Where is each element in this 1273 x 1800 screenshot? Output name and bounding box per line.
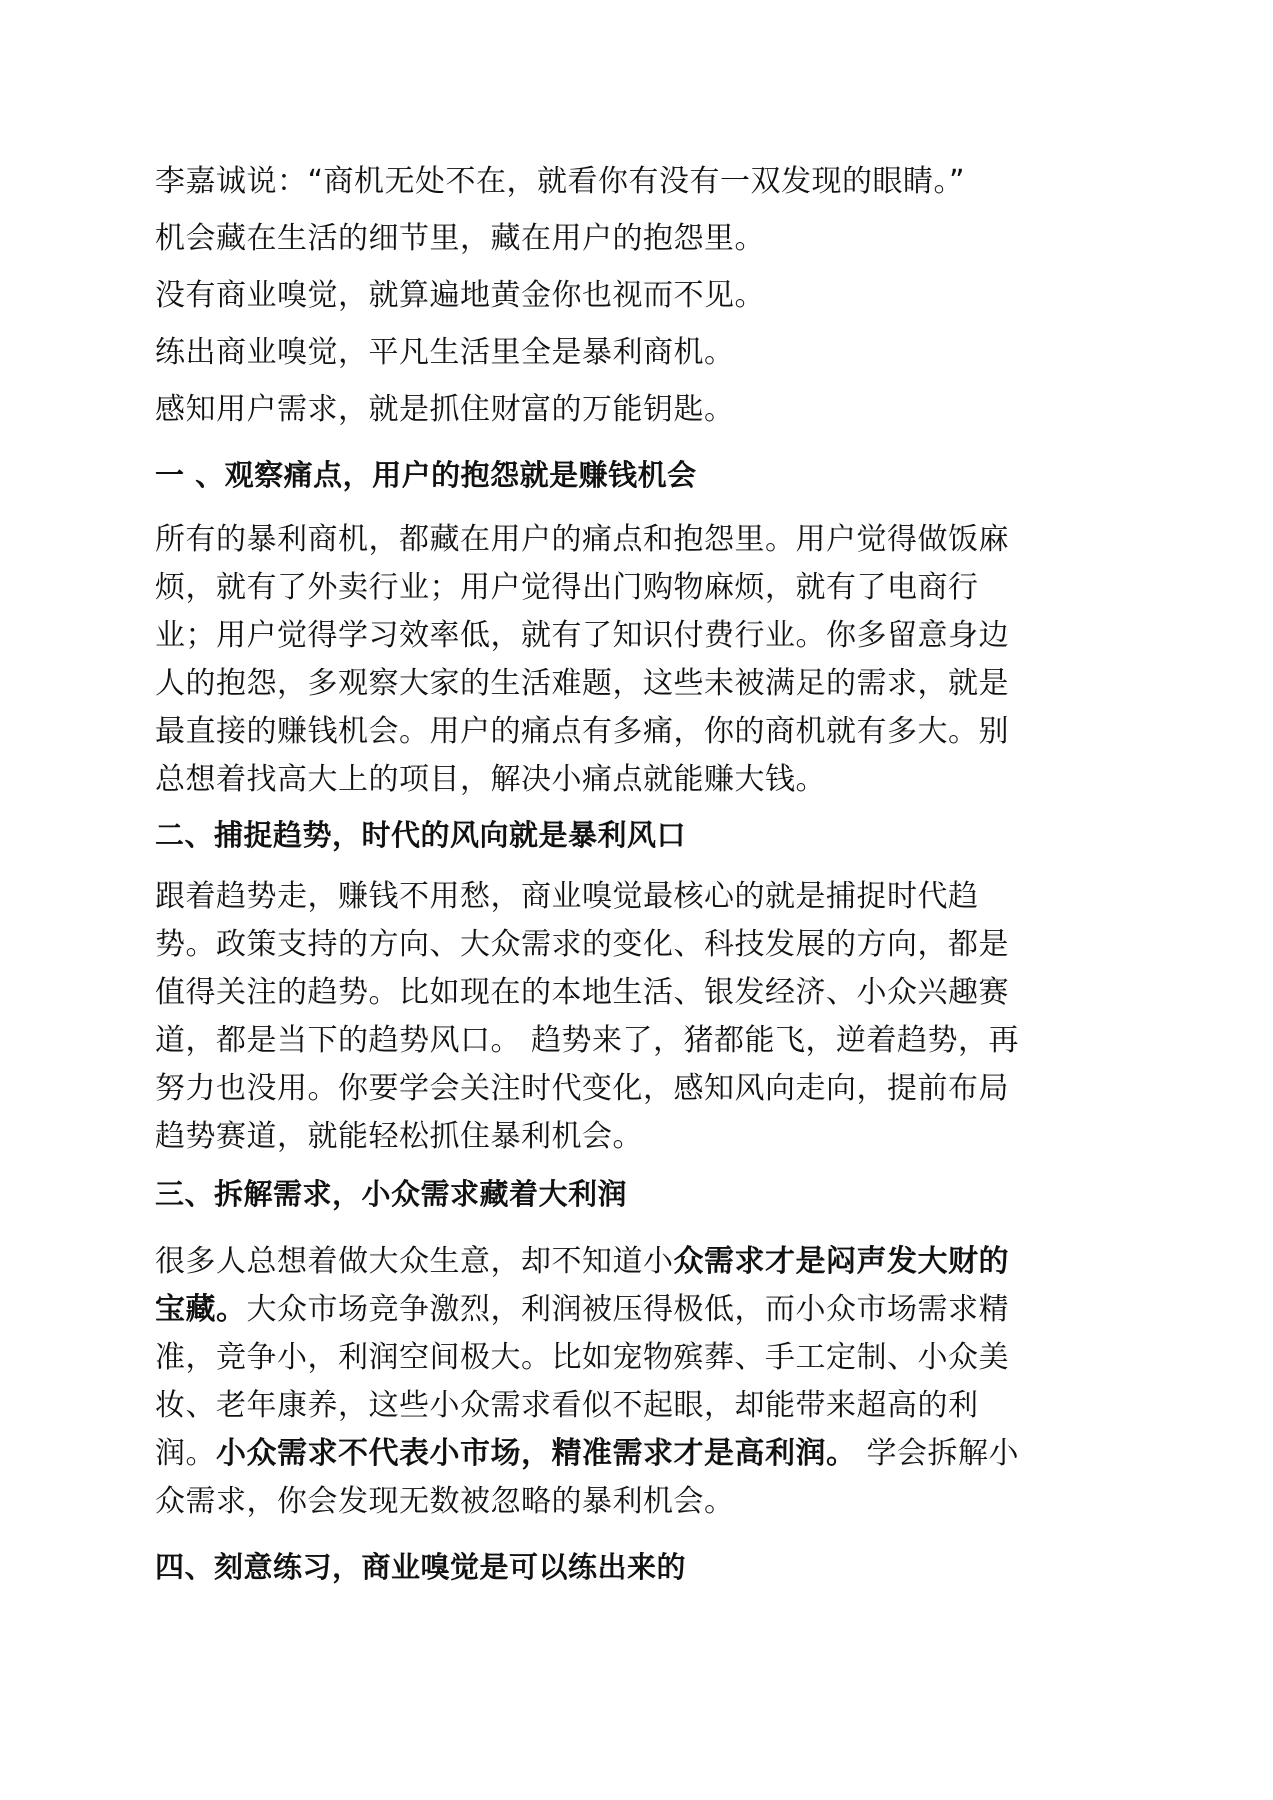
section-3-line: 妆、老年康养，这些小众需求看似不起眼，却能带来超高的利 — [155, 1388, 979, 1423]
section-3-emphasis: 小众需求不代表小市场，精准需求才是高利润。 — [216, 1436, 857, 1471]
section-3-line — [155, 1240, 1009, 1284]
section-1-line: 总想着找高大上的项目，解决小痛点就能赚大钱。 — [155, 762, 826, 797]
section-2-line: 跟着趋势走，赚钱不用愁，商业嗅觉最核心的就是捕捉时代趋 — [155, 879, 979, 914]
section-2-line: 努力也没用。你要学会关注时代变化，感知风向走向，提前布局 — [155, 1071, 1009, 1106]
section-2-line: 值得关注的趋势。比如现在的本地生活、银发经济、小众兴趣赛 — [155, 975, 1009, 1010]
section-3-text: 很多人总想着做大众生意，却不知道小 — [155, 1244, 674, 1279]
intro-line: 感知用户需求，就是抓住财富的万能钥匙。 — [155, 392, 735, 427]
section-3-heading: 三、拆解需求，小众需求藏着大利润 — [155, 1177, 628, 1211]
intro-quote: 李嘉诚说：“商机无处不在，就看你有没有一双发现的眼睛。” — [155, 164, 966, 199]
section-3-text: 润。 — [155, 1436, 216, 1471]
intro-line: 机会藏在生活的细节里，藏在用户的抱怨里。 — [155, 221, 765, 256]
intro-line: 没有商业嗅觉，就算遍地黄金你也视而不见。 — [155, 278, 765, 313]
section-3-line: 准，竞争小，利润空间极大。比如宠物殡葬、手工定制、小众美 — [155, 1340, 1009, 1375]
section-1-line: 所有的暴利商机，都藏在用户的痛点和抱怨里。用户觉得做饭麻 — [155, 522, 1009, 557]
section-1-line: 最直接的赚钱机会。用户的痛点有多痛，你的商机就有多大。别 — [155, 714, 1009, 749]
section-1-line: 人的抱怨，多观察大家的生活难题，这些未被满足的需求，就是 — [155, 666, 1009, 701]
section-3-emphasis: 众需求才是闷声发大财的 — [673, 1244, 1009, 1279]
section-1-line: 烦，就有了外卖行业；用户觉得出门购物麻烦，就有了电商行 — [155, 570, 979, 605]
section-3-line: 众需求，你会发现无数被忽略的暴利机会。 — [155, 1484, 735, 1519]
section-3-line — [155, 1288, 1009, 1332]
section-2-line: 势。政策支持的方向、大众需求的变化、科技发展的方向，都是 — [155, 927, 1009, 962]
section-3-text: 学会拆解小 — [856, 1436, 1020, 1471]
section-2-heading: 二、捕捉趋势，时代的风向就是暴利风口 — [155, 818, 687, 852]
section-3-line — [155, 1432, 1019, 1476]
section-2-line: 趋势赛道，就能轻松抓住暴利机会。 — [155, 1119, 643, 1154]
section-1-heading: 一 、观察痛点，用户的抱怨就是赚钱机会 — [155, 458, 697, 492]
section-4-heading: 四、刻意练习，商业嗅觉是可以练出来的 — [155, 1550, 687, 1584]
section-3-emphasis: 宝藏。 — [155, 1292, 247, 1327]
section-1-line: 业；用户觉得学习效率低，就有了知识付费行业。你多留意身边 — [155, 618, 1009, 653]
intro-line: 练出商业嗅觉，平凡生活里全是暴利商机。 — [155, 335, 735, 370]
section-3-text: 大众市场竞争激烈，利润被压得极低，而小众市场需求精 — [246, 1292, 1009, 1327]
section-2-line: 道，都是当下的趋势风口。 趋势来了，猪都能飞，逆着趋势，再 — [155, 1023, 1020, 1058]
